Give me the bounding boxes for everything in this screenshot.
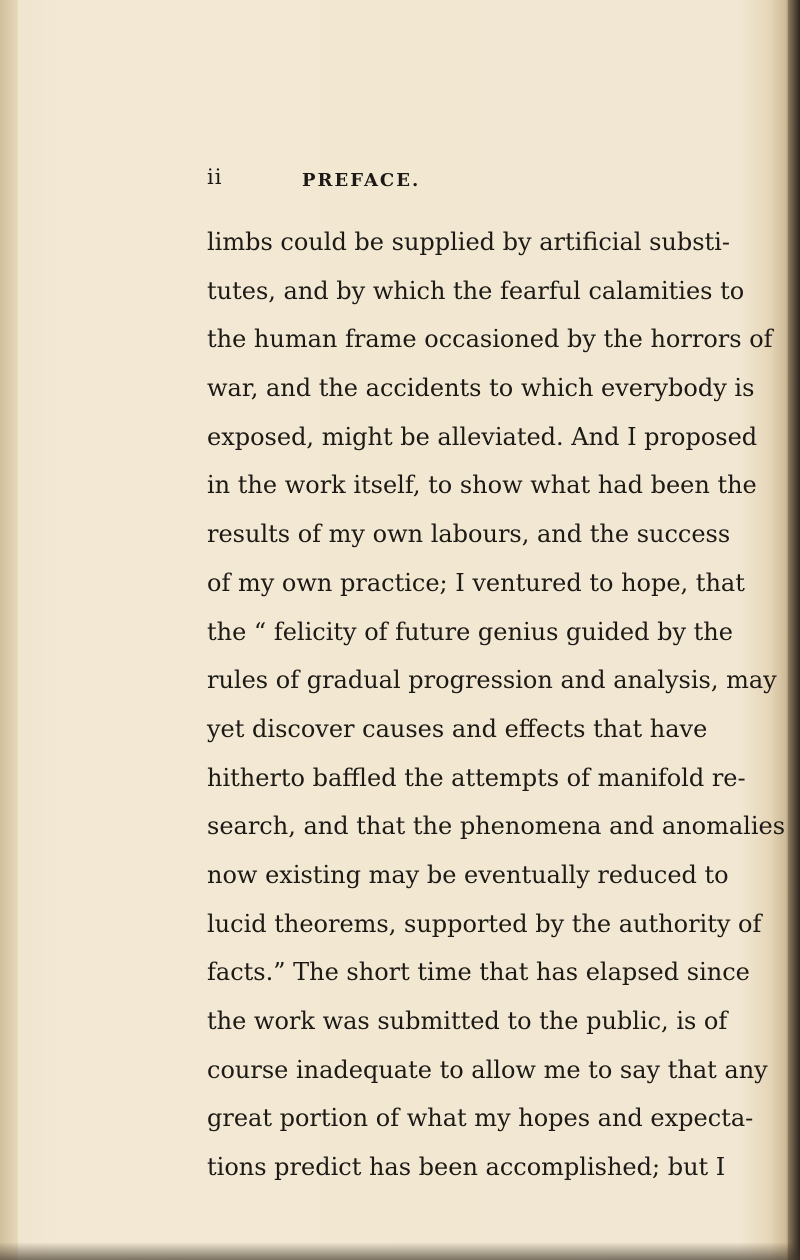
page-number: ii (207, 165, 223, 189)
text-line: rules of gradual progression and analysis, may (207, 666, 777, 695)
text-line: war, and the accidents to which everybody is (207, 374, 755, 403)
text-line: yet discover causes and effects that have (207, 714, 708, 743)
page-header (207, 165, 637, 193)
book-binding-edge (788, 0, 800, 1260)
text-line: hitherto baffled the attempts of manifold re- (207, 763, 746, 792)
text-line: search, and that the phenomena and anomalies (207, 812, 786, 841)
text-line: limbs could be supplied by artificial substi- (207, 228, 730, 256)
page-left-edge (0, 0, 18, 1260)
text-line: exposed, might be alleviated. And I proposed (207, 422, 758, 451)
page-bottom-edge (0, 1242, 800, 1260)
text-line: the human frame occasioned by the horrors of (207, 325, 773, 354)
text-line: lucid theorems, supported by the authority of (207, 909, 762, 938)
text-line: the “ felicity of future genius guided by the (207, 617, 733, 646)
running-title: PREFACE. (302, 170, 421, 191)
text-line: tutes, and by which the fearful calamities to (207, 276, 745, 305)
text-line: results of my own labours, and the success (207, 520, 731, 549)
body-text (207, 218, 786, 1192)
text-line: tions predict has been accomplished; but I (207, 1153, 726, 1182)
text-line: course inadequate to allow me to say that any (207, 1055, 768, 1084)
text-line: great portion of what my hopes and expecta- (207, 1104, 754, 1133)
text-line: now existing may be eventually reduced to (207, 860, 729, 889)
text-line: in the work itself, to show what had been the (207, 471, 757, 500)
text-line: facts.” The short time that has elapsed since (207, 958, 750, 987)
text-line: of my own practice; I ventured to hope, that (207, 568, 745, 597)
text-line: the work was submitted to the public, is of (207, 1007, 728, 1035)
